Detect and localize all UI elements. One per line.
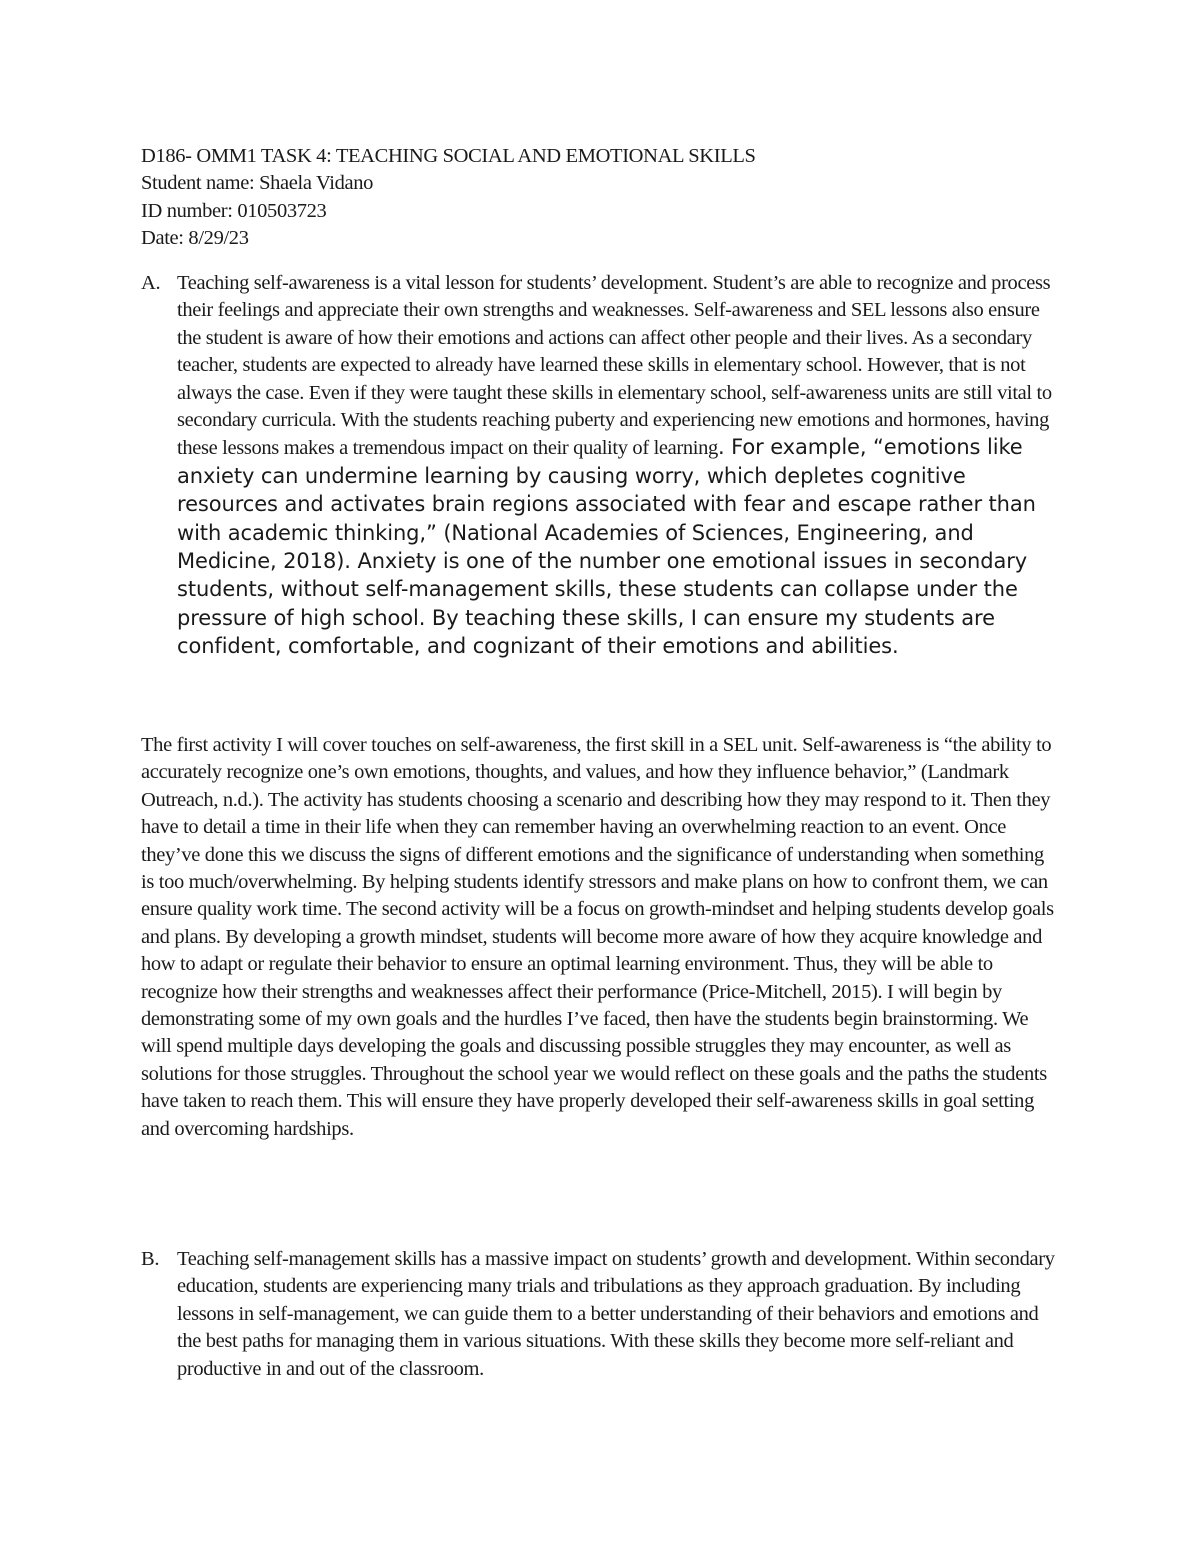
id-number: ID number: 010503723 — [141, 199, 327, 222]
document-title: D186- OMM1 TASK 4: TEACHING SOCIAL AND EMOTIONAL SKILLS — [141, 145, 756, 167]
document-header — [141, 143, 1061, 253]
list-marker-a: A. — [141, 272, 161, 294]
list-item-a — [141, 270, 1061, 662]
section-a-body — [177, 270, 1057, 662]
date-line: Date: 8/29/23 — [141, 227, 249, 250]
list-item-b — [141, 1246, 1061, 1383]
section-a-quote-text: . For example, “emotions like anxiety can undermine learning by causing worry, which depletes cognitive resources and activates brain regions associated with fear and escape rather than with academic thinking,” (National Academies of Sciences, Engineering, and Medicine, 2018). Anxiety is one of the number one emotional issues in secondary students, without self-management skills, these students can collapse under the pressure of high school. By teaching these skills, I can ensure my students are confident, comfortable, and cognizant of their emotions and abilities. — [177, 435, 1036, 659]
section-a-text: Teaching self-awareness is a vital lesson for students’ development. Student’s are able to recognize and process their feelings and appreciate their own strengths and weaknesses. Self-awareness and SEL lessons also ensure the student is aware of how their emotions and actions can affect other people and their lives. As a secondary teacher, students are expected to already have learned these skills in elementary school. However, that is not always the case. Even if they were taught these skills in elementary school, self-awareness units are still vital to secondary curricula. With the students reaching puberty and experiencing new emotions and hormones, having these lessons makes a tremendous impact on their quality of learning — [177, 272, 1052, 460]
list-marker-b: B. — [141, 1248, 160, 1270]
section-b-body: Teaching self-management skills has a massive impact on students’ growth and development. Within secondary education, students are experiencing many trials and tribulations as they approach graduation. By including lessons in self-management, we can guide them to a better understanding of their behaviors and emotions and the best paths for managing them in various situations. With these skills they become more self-reliant and productive in and out of the classroom. — [177, 1248, 1055, 1380]
activities-paragraph: The first activity I will cover touches on self-awareness, the first skill in a SEL unit. Self-awareness is “the ability to accurately recognize one’s own emotions, thoughts, and values, and how they influence behavior,” (Landmark Outreach, n.d.). The activity has students choosing a scenario and describing how they may respond to it. Then they have to detail a time in their life when they can remember having an overwhelming reaction to an event. Once they’ve done this we discuss the signs of different emotions and the significance of understanding when something is too much/overwhelming. By helping students identify stressors and make plans on how to confront them, we can ensure quality work time. The second activity will be a focus on growth-mindset and helping students develop goals and plans. By developing a growth mindset, students will become more aware of how they acquire knowledge and how to adapt or regulate their behavior to ensure an optimal learning environment. Thus, they will be able to recognize how their strengths and weaknesses affect their performance (Price-Mitchell, 2015). I will begin by demonstrating some of my own goals and the hurdles I’ve faced, then have the students begin brainstorming. We will spend multiple days developing the goals and discussing possible struggles they may encounter, as well as solutions for those struggles. Throughout the school year we would reflect on these goals and the paths the students have taken to reach them. This will ensure they have properly developed their self-awareness skills in goal setting and overcoming hardships. — [141, 734, 1054, 1140]
student-name: Student name: Shaela Vidano — [141, 172, 374, 195]
